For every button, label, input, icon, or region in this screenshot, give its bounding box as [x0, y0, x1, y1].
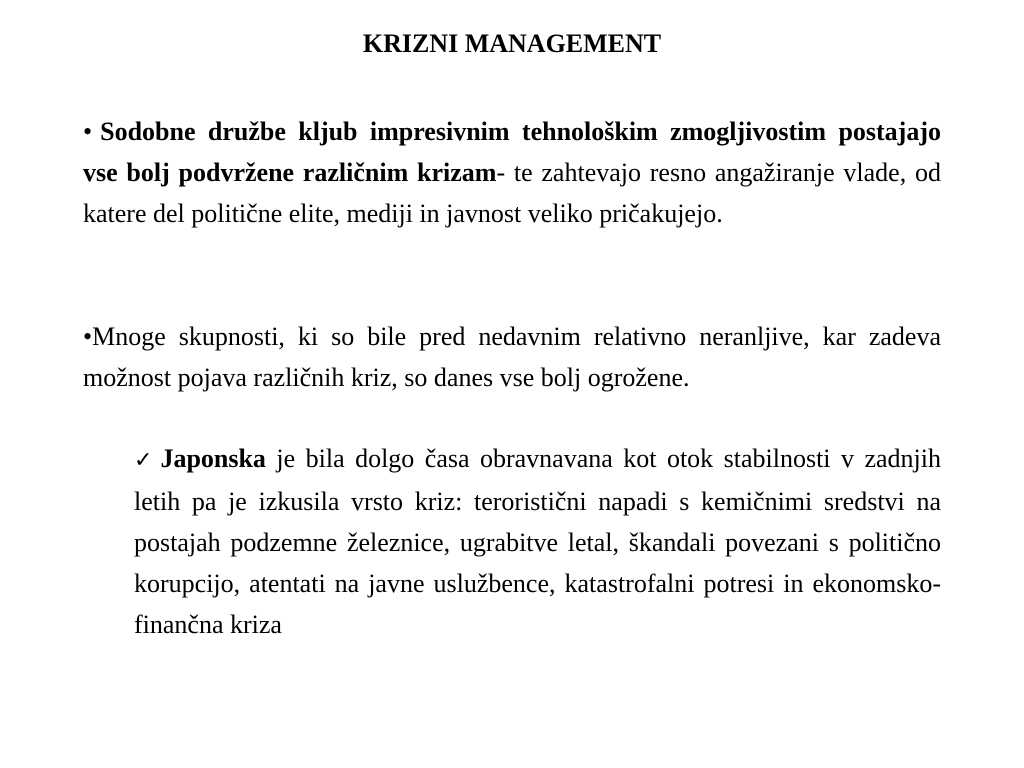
slide-title: KRIZNI MANAGEMENT [362, 29, 662, 58]
bullet-icon: • [83, 322, 93, 351]
subpoint-text: je bila dolgo časa obravnavana kot otok stabilnosti v zadnjih letih pa je izkusila vrsto kriz: teroristični napadi s kemičnimi sredstvi na postajah podzemne železnice, ugrabitve letal, škandali povezani s politično korupcijo, atentati na javne uslužbence, katastrofalni potresi in ekonomsko-finančna kriza [134, 444, 941, 639]
paragraph1-text: - te zahtevajo resno angažiranje vlade, od katere del politične elite, mediji in javnost veliko pričakujejo. [83, 158, 941, 228]
paragraph2-text: Mnoge skupnosti, ki so bile pred nedavnim relativno neranljive, kar zadeva možnost pojava različnih kriz, so danes vse bolj ogrožene. [83, 322, 941, 392]
bullet-icon: • [83, 117, 93, 146]
subpoint-bold-text: Japonska [160, 444, 266, 473]
paragraph-crises-modern-societies [83, 111, 941, 234]
paragraph1-bold-text: Sodobne družbe kljub impresivnim tehnološkim zmogljivostim postajajo vse bolj podvržene različnim krizam [83, 117, 941, 187]
checkmark-icon: ✓ [134, 448, 153, 473]
paragraph-vulnerable-communities [83, 316, 941, 398]
subpoint-japan [134, 438, 941, 645]
